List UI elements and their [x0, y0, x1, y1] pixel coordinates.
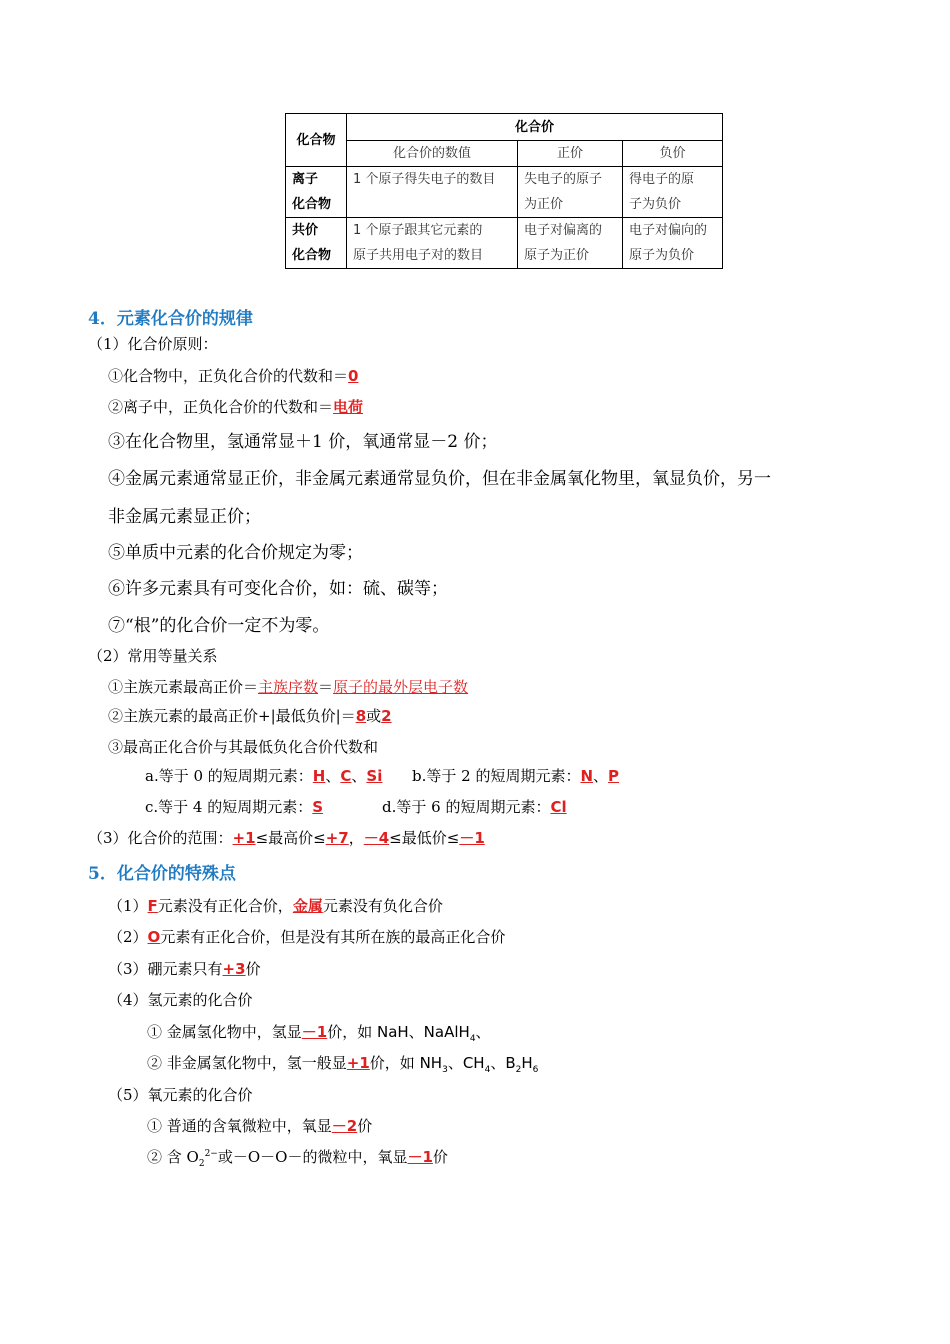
rule-1: ①化合物中，正负化合价的代数和＝0 — [108, 367, 359, 385]
rule-4b: 非金属元素显正价； — [108, 507, 261, 527]
valence-table — [285, 113, 723, 269]
valence-range: （3）化合价的范围：+1≤最高价≤+7，－4≤最低价≤－1 — [88, 829, 485, 847]
special-4: （4）氢元素的化合价 — [108, 991, 253, 1009]
special-1: （1）F元素没有正化合价，金属元素没有负化合价 — [108, 897, 443, 915]
table-row: 共价 化合物 1 个原子跟其它元素的 原子共用电子对的数目 电子对偏离的 原子为正价 电子对偏向的 原子为负价 — [286, 218, 723, 269]
equality-2: ②主族元素的最高正价+|最低负价|＝8或2 — [108, 707, 392, 725]
equality-1: ①主族元素最高正价＝主族序数＝原子的最外层电子数 — [108, 678, 469, 696]
table-header-compound: 化合物 — [286, 114, 347, 167]
rule-6: ⑥许多元素具有可变化合价，如：硫、碳等； — [108, 579, 448, 599]
section-4-title: 4．元素化合价的规律 — [88, 309, 253, 329]
special-3: （3）硼元素只有+3价 — [108, 960, 261, 978]
table-subheader-negative: 负价 — [623, 141, 723, 167]
rule-7: ⑦“根”的化合价一定不为零。 — [108, 616, 330, 636]
table-row: 离子 化合物 1 个原子得失电子的数目 失电子的原子 为正价 得电子的原 子为负价 — [286, 167, 723, 218]
rule-3: ③在化合物里，氢通常显＋1 价，氧通常显－2 价； — [108, 432, 498, 452]
oxygen-1: ① 普通的含氧微粒中，氧显－2价 — [147, 1117, 373, 1135]
rule-heading-equalities: （2）常用等量关系 — [88, 647, 218, 665]
table-subheader-value: 化合价的数值 — [347, 141, 518, 167]
special-2: （2）O元素有正化合价，但是没有其所在族的最高正化合价 — [108, 928, 506, 946]
rule-heading-principles: （1）化合价原则： — [88, 335, 218, 353]
equality-3d: d.等于 6 的短周期元素：Cl — [382, 798, 567, 816]
section-5-title: 5．化合价的特殊点 — [88, 864, 236, 884]
equality-3c: c.等于 4 的短周期元素：S — [145, 798, 324, 816]
rule-2: ②离子中，正负化合价的代数和＝电荷 — [108, 398, 364, 416]
rule-5: ⑤单质中元素的化合价规定为零； — [108, 543, 363, 563]
equality-3a: a.等于 0 的短周期元素：H、C、Si — [145, 767, 383, 785]
hydrogen-2: ② 非金属氢化物中，氢一般显+1价，如 $NH_3$、$CH_4$、$B_2H_6$ — [147, 1054, 539, 1075]
equality-3: ③最高正化合价与其最低负化合价代数和 — [108, 738, 379, 756]
hydrogen-1: ① 金属氢化物中，氢显－1价，如 NaH、NaAlH$_4$、 — [147, 1023, 491, 1044]
special-5: （5）氧元素的化合价 — [108, 1086, 253, 1104]
table-header-valence: 化合价 — [347, 114, 723, 141]
oxygen-2: ② 含 $O_2^{2-}$或－O－O－的微粒中，氧显－1价 — [147, 1148, 448, 1169]
table-subheader-positive: 正价 — [518, 141, 623, 167]
equality-3b: b.等于 2 的短周期元素：N、P — [412, 767, 620, 785]
rule-4a: ④金属元素通常显正价，非金属元素通常显负价，但在非金属氧化物里，氧显负价，另一 — [108, 469, 771, 489]
